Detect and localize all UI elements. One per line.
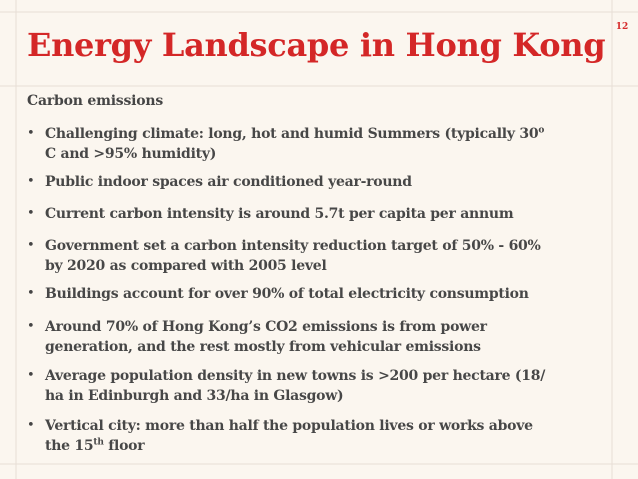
bullet-text: Current carbon intensity is around 5.7t per capita per annum [45, 206, 514, 222]
bullet-dot-icon: • [27, 319, 35, 334]
bullet-item-climate [27, 124, 597, 164]
bullet-text-line: Average population density in new towns is >200 per hectare (18/ [45, 368, 546, 384]
bullet-text: Buildings account for over 90% of total electricity consumption [45, 286, 529, 302]
bullet-text [45, 124, 544, 164]
bullet-text-line: ha in Edinburgh and 33/ha in Glasgow) [45, 388, 344, 404]
bullet-item-population-density [27, 366, 597, 406]
bullet-dot-icon: • [27, 206, 35, 221]
bullet-text-line: the 15 [45, 438, 94, 454]
bullet-text [45, 317, 487, 357]
ordinal-superscript: th [93, 437, 104, 448]
bullet-text-line: Government set a carbon intensity reduction target of 50% - 60% [45, 238, 541, 254]
bullet-text: Public indoor spaces air conditioned year-round [45, 174, 412, 190]
section-heading: Carbon emissions [27, 93, 164, 109]
bullet-text-line: Around 70% of Hong Kong’s CO2 emissions is from power [45, 319, 487, 335]
bullet-text-line: Challenging climate: long, hot and humid Summers (typically 30 [45, 126, 539, 142]
bullet-dot-icon: • [27, 174, 35, 189]
bullet-text-line: by 2020 as compared with 2005 level [45, 258, 327, 274]
bullet-text [45, 236, 541, 276]
bullet-item-reduction-target [27, 236, 597, 276]
degree-superscript: o [538, 125, 545, 136]
bullet-dot-icon: • [27, 126, 35, 141]
bullet-item-buildings [27, 284, 597, 304]
bullet-text-line: C and >95% humidity) [45, 146, 217, 162]
bullet-dot-icon: • [27, 368, 35, 383]
slide-title: Energy Landscape in Hong Kong [27, 26, 606, 64]
bullet-dot-icon: • [27, 418, 35, 433]
bullet-text [45, 366, 545, 406]
bullet-item-carbon-intensity [27, 204, 597, 224]
bullet-item-vertical-city [27, 416, 597, 456]
bullet-item-air-conditioning [27, 172, 597, 192]
page-number: 12 [615, 22, 629, 32]
bullet-text-line: Vertical city: more than half the population lives or works above [45, 418, 533, 434]
bullet-text [45, 416, 533, 456]
bullet-dot-icon: • [27, 238, 35, 253]
bullet-item-co2-sources [27, 317, 597, 357]
bullet-dot-icon: • [27, 286, 35, 301]
bullet-text-line: generation, and the rest mostly from vehicular emissions [45, 339, 481, 355]
bullet-text-line: floor [103, 438, 145, 454]
